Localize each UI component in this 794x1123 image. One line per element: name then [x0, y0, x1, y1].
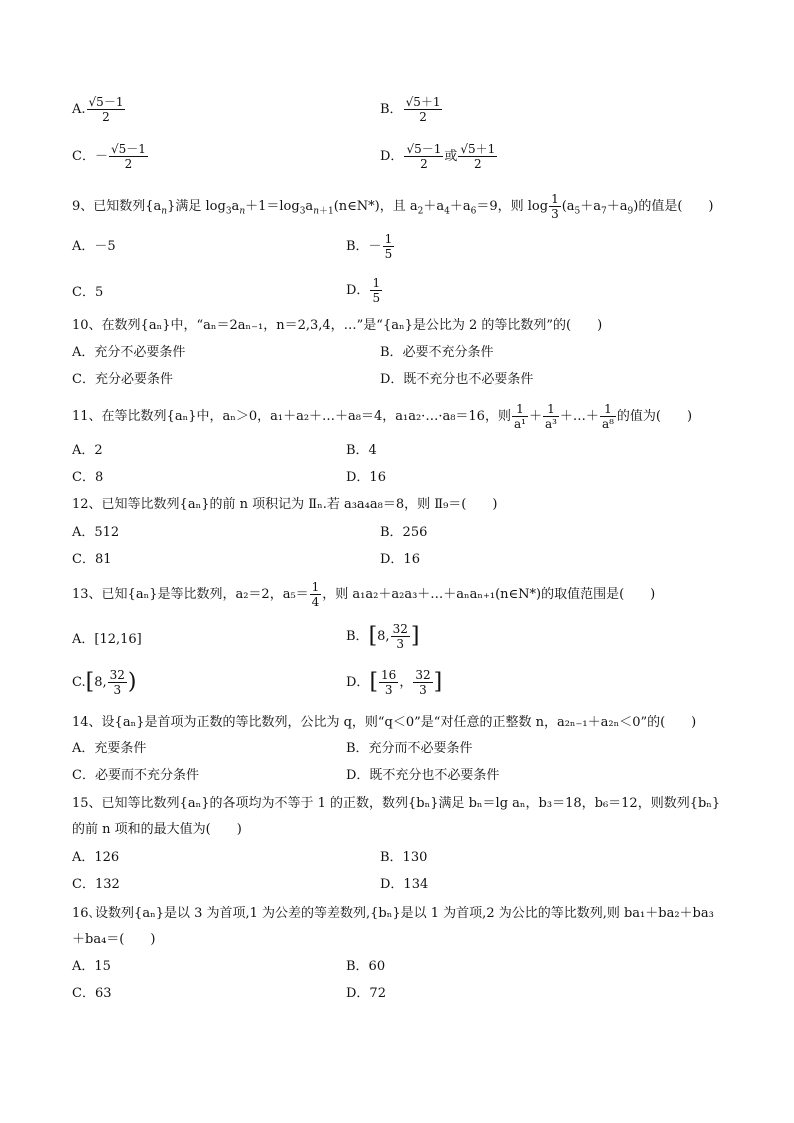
- q11-fraction-3-numerator: 1: [600, 402, 616, 417]
- q8-option-a: [72, 95, 126, 124]
- q12-option-b: B．256: [380, 525, 428, 540]
- q9-option-a: A．－5: [72, 239, 116, 254]
- q9-option-d-numerator: 1: [372, 276, 381, 290]
- q12-option-c: C．81: [72, 552, 112, 567]
- q10-option-d: D．既不充分也不必要条件: [380, 372, 534, 387]
- q16-option-d: D．72: [346, 986, 386, 1001]
- q9-stem-part: (n∈N*)，且 a: [333, 199, 418, 214]
- q12-option-d: D．16: [380, 552, 420, 567]
- q13-option-d-denominator-2: 3: [419, 683, 427, 697]
- q9-stem-part: ＝9，则 log: [476, 199, 549, 214]
- right-paren-icon: ): [127, 669, 137, 695]
- q8-option-d-or: 或: [444, 149, 458, 164]
- q15-stem-line-2: 的前 n 项和的最大值为( ): [72, 822, 242, 837]
- q9-option-d-fraction: [370, 276, 382, 305]
- q13-option-d: [346, 668, 442, 697]
- q8-option-d-numerator-1: √5－1: [406, 142, 442, 156]
- q11-fraction-1-denominator: a¹: [513, 417, 526, 431]
- q13-option-c-fraction: [108, 668, 127, 697]
- q9-option-d: [346, 276, 383, 305]
- q9-stem-part: ＋a: [580, 199, 602, 214]
- q8-option-d-numerator-2: √5＋1: [460, 142, 496, 156]
- q12-option-a: A．512: [72, 525, 120, 540]
- q9-stem-part: (a: [561, 199, 575, 214]
- q16-stem-line-2: ＋ba₄＝( ): [72, 932, 156, 947]
- q16-option-c: C．63: [72, 986, 112, 1001]
- q8-option-c-label: C．－: [72, 149, 108, 164]
- q9-stem-part: 9、已知数列{a: [72, 199, 162, 214]
- q8-option-d-denominator-1: 2: [420, 157, 428, 171]
- q16-stem-line-1: 16､设数列{aₙ}是以 3 为首项,1 为公差的等差数列,{bₙ}是以 1 为首项,2 为公比的等比数列,则 ba₁＋ba₂＋ba₃: [72, 906, 714, 921]
- q13-stem: [72, 580, 655, 609]
- q9-option-b: [346, 232, 395, 261]
- q13-stem-part: 13、已知{aₙ}是等比数列，a₂＝2，a₅＝: [72, 587, 309, 602]
- q16-option-b: B．60: [346, 959, 386, 974]
- q8-option-d-fraction-2: [458, 142, 497, 171]
- q10-option-b: B．必要不充分条件: [380, 345, 494, 360]
- q13-fraction-numerator: 1: [311, 580, 320, 594]
- q15-option-b: B．130: [380, 850, 428, 865]
- q9-stem-part: }满足 log: [167, 199, 226, 214]
- q13-option-d-fraction-2: [413, 668, 432, 697]
- q8-option-d-label: D．: [380, 149, 404, 164]
- q13-option-d-denominator-1: 3: [384, 683, 393, 697]
- q11-fraction-1: [512, 402, 528, 431]
- q8-option-a-denominator: 2: [102, 110, 110, 124]
- q9-stem-part: ＋a: [423, 199, 445, 214]
- q9-option-c: C．5: [72, 285, 104, 300]
- q9-stem-part: ＋a: [606, 199, 628, 214]
- q11-stem-part: 11、在等比数列{aₙ}中，aₙ＞0，a₁＋a₂＋…＋a₈＝4，a₁a₂·…·a₈＝16，则: [72, 409, 511, 424]
- q8-option-b-fraction: [404, 95, 443, 124]
- q10-option-a: A．充分不必要条件: [72, 345, 186, 360]
- q11-fraction-2-numerator: 1: [543, 402, 559, 417]
- q13-option-b: [346, 622, 419, 651]
- q9-stem-part: ＋a: [449, 199, 471, 214]
- q11-plus: ＋: [528, 409, 542, 424]
- right-bracket-icon: ]: [410, 623, 420, 649]
- left-bracket-icon: [: [368, 623, 378, 649]
- q14-option-c: C．必要而不充分条件: [72, 768, 199, 783]
- q9-stem: 9、已知数列$\{a_n\}$满足 $\log_3a_n+1=\log_3a_{n+1}(n\in N*)$，且 $a_2+a_4+a_6=9$，则 log $\frac{1}{3}$ $(a_5+a_7+a_9)$的值是( ): [72, 192, 714, 221]
- q13-option-b-label: B．: [346, 629, 369, 644]
- q11-option-b: B．4: [346, 443, 377, 458]
- q13-option-d-separator: ，: [399, 675, 413, 690]
- q13-stem-part: ，则 a₁a₂＋a₂a₃＋…＋aₙaₙ₊₁(n∈N*)的取值范围是( ): [322, 587, 656, 602]
- q9-option-b-fraction: [383, 232, 395, 261]
- q15-option-a: A．126: [72, 850, 120, 865]
- left-bracket-icon: [: [369, 669, 379, 695]
- q11-fraction-3-denominator: a⁸: [601, 417, 614, 431]
- q9-stem-part: a: [305, 199, 314, 214]
- q8-option-a-label: A.: [72, 102, 86, 117]
- q14-option-d: D．既不充分也不必要条件: [346, 768, 500, 783]
- q11-plus-ellipsis: ＋…＋: [559, 409, 599, 424]
- q9-option-d-denominator: 5: [372, 291, 381, 305]
- q15-stem-line-1: 15、已知等比数列{aₙ}的各项均为不等于 1 的正数，数列{bₙ}满足 bₙ＝lg aₙ，b₃＝18，b₆＝12，则数列{bₙ}: [72, 796, 721, 811]
- q9-stem-part: )的值是( ): [633, 199, 714, 214]
- q15-option-c: C．132: [72, 877, 120, 892]
- q10-stem: 10、在数列{aₙ}中，“aₙ＝2aₙ₋₁，n＝2,3,4，…”是“{aₙ}是公比为 2 的等比数列”的( ): [72, 318, 603, 333]
- q13-option-c: [72, 668, 137, 697]
- q13-option-c-left: 8,: [94, 675, 107, 690]
- q11-fraction-2-denominator: a³: [544, 417, 557, 431]
- q9-log-base-denominator: 3: [551, 207, 559, 221]
- q9-option-d-label: D．: [346, 283, 370, 298]
- q15-option-d: D．134: [380, 877, 429, 892]
- q11-stem-part: 的值为( ): [616, 409, 693, 424]
- q11-fraction-3: [600, 402, 616, 431]
- q9-option-b-denominator: 5: [384, 247, 393, 261]
- q8-option-c-denominator: 2: [124, 157, 133, 171]
- right-bracket-icon: ]: [433, 669, 443, 695]
- q12-stem: 12、已知等比数列{aₙ}的前 n 项积记为 Ⅱₙ.若 a₃a₄a₈＝8，则 Ⅱ₉＝( ): [72, 497, 498, 512]
- q14-option-b: B．充分而不必要条件: [346, 741, 473, 756]
- q10-option-c: C．充分必要条件: [72, 372, 173, 387]
- q8-option-c-numerator: √5－1: [110, 142, 146, 156]
- q11-option-d: D．16: [346, 470, 386, 485]
- q9-stem-part: a: [231, 199, 240, 214]
- q8-option-d: [380, 142, 498, 171]
- q8-option-a-fraction: [87, 95, 126, 124]
- q8-option-b-numerator: √5＋1: [405, 95, 441, 109]
- q13-option-d-fraction-1: [379, 668, 398, 697]
- q13-option-d-numerator-1: 16: [381, 668, 397, 682]
- q8-option-a-numerator: √5－1: [88, 95, 124, 109]
- q8-option-b-denominator: 2: [419, 110, 427, 124]
- q13-option-d-label: D．: [346, 675, 370, 690]
- q8-option-c: [72, 142, 149, 171]
- q9-option-b-numerator: 1: [384, 232, 393, 246]
- q14-stem: 14、设{aₙ}是首项为正数的等比数列，公比为 q，则“q＜0”是“对任意的正整数 n，a₂ₙ₋₁＋a₂ₙ＜0”的( ): [72, 715, 697, 730]
- q14-option-a: A．充要条件: [72, 741, 147, 756]
- q13-option-b-denominator: 3: [396, 637, 405, 651]
- q11-fraction-1-numerator: 1: [512, 402, 528, 417]
- q16-option-a: A．15: [72, 959, 111, 974]
- q13-option-b-fraction: [391, 622, 410, 651]
- q11-stem: [72, 402, 692, 431]
- q11-option-a: A．2: [72, 443, 103, 458]
- q9-log-base-fraction: [549, 192, 561, 221]
- left-bracket-icon: [: [85, 669, 95, 695]
- q8-option-b: [380, 95, 443, 124]
- q13-option-b-numerator: 32: [392, 622, 408, 636]
- q13-option-c-numerator: 32: [109, 668, 125, 682]
- q11-option-c: C．8: [72, 470, 104, 485]
- q8-option-d-denominator-2: 2: [474, 157, 482, 171]
- q11-fraction-2: [543, 402, 559, 431]
- q9-log-base-numerator: 1: [551, 192, 559, 206]
- q13-fraction-denominator: 4: [311, 595, 320, 609]
- q13-option-b-left: 8,: [377, 629, 390, 644]
- q13-option-c-label: C.: [72, 675, 86, 690]
- q9-option-b-label: B．－: [346, 239, 382, 254]
- q8-option-d-fraction-1: [404, 142, 443, 171]
- q13-option-d-numerator-2: 32: [415, 668, 431, 682]
- q9-stem-part: ＋1＝log: [245, 199, 300, 214]
- q8-option-b-label: B．: [380, 102, 403, 117]
- q13-option-a: A．[12,16]: [72, 632, 142, 647]
- q13-option-c-denominator: 3: [113, 683, 122, 697]
- q8-option-c-fraction: [109, 142, 148, 171]
- q13-fraction: [310, 580, 322, 609]
